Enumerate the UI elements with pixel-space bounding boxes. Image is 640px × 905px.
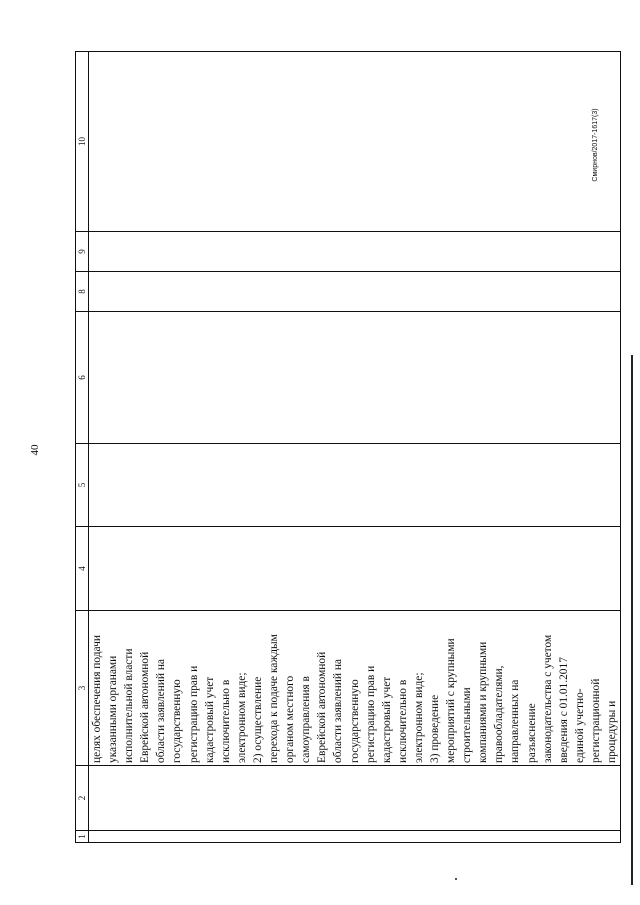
body-cell-8	[89, 272, 621, 312]
text-line: самоуправления в	[300, 676, 313, 763]
text-line: перехода к подаче каждым	[268, 634, 281, 763]
body-cell-3	[89, 611, 621, 766]
text-line: области заявлений на	[155, 659, 168, 763]
text-line: регистрационной	[589, 678, 602, 763]
text-line: государственную	[348, 679, 361, 763]
table-header-row	[76, 52, 89, 843]
text-line: электронном виде;	[235, 672, 248, 763]
text-line: исключительно в	[396, 679, 409, 763]
header-cell-4: 4	[76, 527, 89, 611]
table-body-row	[89, 52, 621, 843]
text-line: мероприятий с крупными	[445, 638, 458, 763]
column-3-text	[89, 611, 620, 765]
text-line: Еврейской автономной	[139, 651, 152, 763]
body-cell-2	[89, 766, 621, 831]
header-cell-10: 10	[76, 52, 89, 232]
text-line: 3) проведение	[428, 694, 441, 763]
text-line: единой учетно-	[573, 688, 586, 763]
body-cell-6	[89, 312, 621, 444]
text-line: Еврейской автономной	[316, 651, 329, 763]
text-line: целях обеспечения подачи	[91, 635, 103, 763]
text-line: исполнительной власти	[123, 648, 136, 763]
header-cell-5: 5	[76, 444, 89, 527]
text-line: компаниями и крупными	[477, 641, 490, 763]
header-cell-8: 8	[76, 272, 89, 312]
text-line: законодательства с учетом	[541, 634, 554, 763]
scan-mark	[455, 878, 457, 880]
text-line: области заявлений на	[332, 659, 345, 763]
text-line: органом местного	[284, 675, 297, 763]
text-line: государственную	[171, 679, 184, 763]
text-line: указанными органами	[107, 655, 120, 763]
text-line: правообладателями,	[493, 665, 506, 763]
text-line: кадастровый учет	[380, 676, 393, 763]
document-code: Смирнов/2017-1617(3)	[592, 108, 599, 182]
text-line: строительными	[461, 687, 474, 763]
text-line: регистрацию прав и	[187, 665, 200, 763]
header-cell-2: 2	[76, 766, 89, 831]
text-line: 2) осуществление	[251, 676, 264, 763]
text-line: процедуры и	[606, 700, 618, 763]
body-cell-10	[89, 52, 621, 232]
text-line: электронном виде;	[412, 672, 425, 763]
text-line: введения с 01.01.2017	[557, 657, 570, 763]
header-cell-6: 6	[76, 312, 89, 444]
body-cell-4	[89, 527, 621, 611]
header-cell-3: 3	[76, 611, 89, 766]
header-cell-1: 1	[76, 831, 89, 843]
text-line: разъяснение	[525, 703, 538, 763]
page-number: 40	[29, 444, 41, 456]
header-cell-9: 9	[76, 232, 89, 272]
text-line: исключительно в	[219, 679, 232, 763]
body-cell-5	[89, 444, 621, 527]
text-line: кадастровый учет	[203, 676, 216, 763]
document-table	[75, 51, 621, 843]
text-line: регистрацию прав и	[364, 665, 377, 763]
body-cell-9	[89, 232, 621, 272]
text-line: направленных на	[509, 679, 522, 763]
scan-edge-line	[631, 355, 633, 885]
body-cell-1	[89, 831, 621, 843]
